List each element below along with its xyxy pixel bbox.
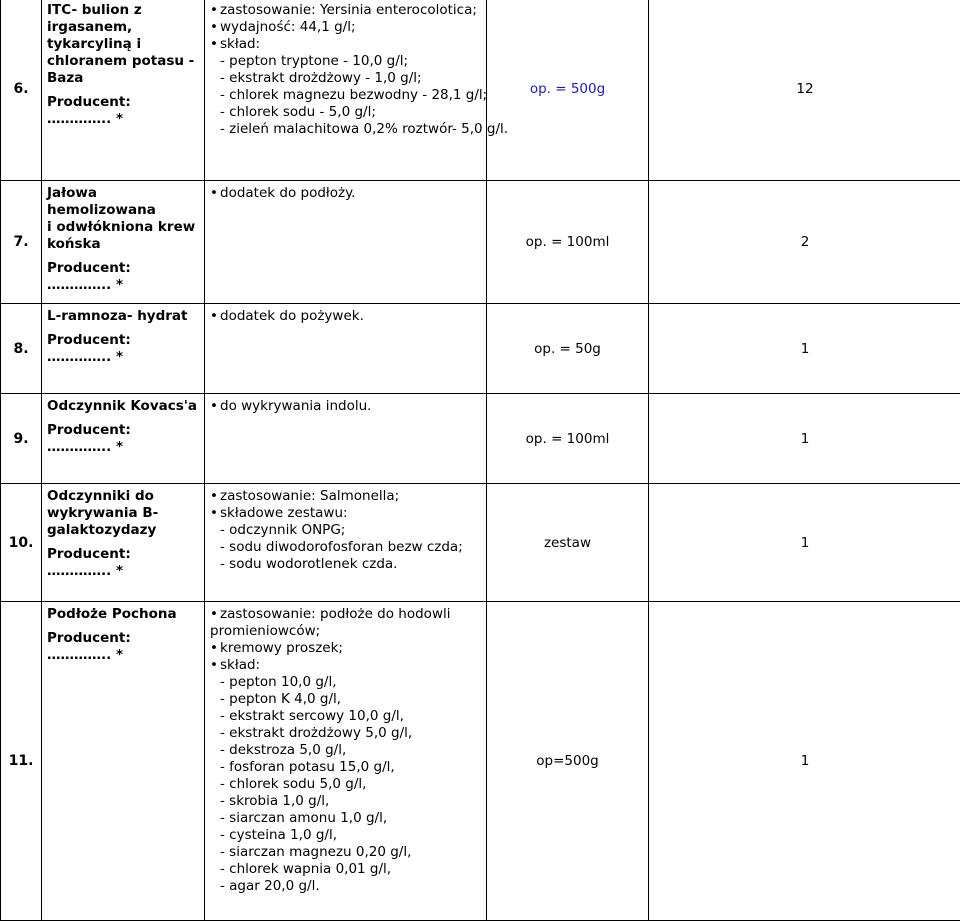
product-name-line: Jałowa hemolizowana xyxy=(47,185,201,219)
producer-label: Producent: xyxy=(47,94,201,111)
description-line: - dekstroza 5,0 g/l, xyxy=(210,742,482,759)
description-cell xyxy=(205,0,487,181)
row-number: 9. xyxy=(1,394,42,484)
description-line: - pepton tryptone - 10,0 g/l; xyxy=(210,53,482,70)
description-bullet: • składowe zestawu: xyxy=(210,505,482,522)
producer-placeholder: ………….. * xyxy=(47,277,201,294)
description-line: - chlorek wapnia 0,01 g/l, xyxy=(210,861,482,878)
description-line: - cysteina 1,0 g/l, xyxy=(210,827,482,844)
product-name-cell xyxy=(42,181,205,304)
package-size: op=500g xyxy=(487,602,649,921)
table-row xyxy=(1,484,960,602)
product-name-cell xyxy=(42,602,205,921)
quantity: 12 xyxy=(649,0,960,181)
description-line: - odczynnik ONPG; xyxy=(210,522,482,539)
producer-placeholder: ………….. * xyxy=(47,563,201,580)
product-name-line: chloranem potasu - xyxy=(47,53,201,70)
description-line: - pepton K 4,0 g/l, xyxy=(210,691,482,708)
producer-label: Producent: xyxy=(47,422,201,439)
product-name-line: i odwłókniona krew xyxy=(47,219,201,236)
description-line: - chlorek sodu 5,0 g/l, xyxy=(210,776,482,793)
description-line: - agar 20,0 g/l. xyxy=(210,878,482,895)
description-bullet: • skład: xyxy=(210,36,482,53)
product-name-line: galaktozydazy xyxy=(47,522,201,539)
table-row xyxy=(1,0,960,181)
producer-placeholder: ………….. * xyxy=(47,111,201,128)
row-number: 8. xyxy=(1,304,42,394)
description-bullet: • zastosowanie: Salmonella; xyxy=(210,488,482,505)
product-name-line: wykrywania B- xyxy=(47,505,201,522)
description-cell xyxy=(205,181,487,304)
product-name-line: ITC- bulion z xyxy=(47,2,201,19)
description-line: - sodu wodorotlenek czda. xyxy=(210,556,482,573)
row-number: 11. xyxy=(1,602,42,921)
product-name-cell xyxy=(42,484,205,602)
description-cell xyxy=(205,602,487,921)
description-cell xyxy=(205,394,487,484)
description-line: promieniowców; xyxy=(210,623,482,640)
row-number: 7. xyxy=(1,181,42,304)
description-bullet: • skład: xyxy=(210,657,482,674)
quantity: 2 xyxy=(649,181,960,304)
product-name-cell xyxy=(42,0,205,181)
product-name-line: Odczynnik Kovacs'a xyxy=(47,398,201,415)
product-name-cell xyxy=(42,304,205,394)
description-line: - siarczan magnezu 0,20 g/l, xyxy=(210,844,482,861)
producer-placeholder: ………….. * xyxy=(47,647,201,664)
producer-label: Producent: xyxy=(47,630,201,647)
description-line: - pepton 10,0 g/l, xyxy=(210,674,482,691)
description-bullet: • wydajność: 44,1 g/l; xyxy=(210,19,482,36)
product-name-line: Baza xyxy=(47,70,201,87)
package-size: op. = 100ml xyxy=(487,181,649,304)
producer-placeholder: ………….. * xyxy=(47,349,201,366)
description-cell xyxy=(205,304,487,394)
description-bullet: • kremowy proszek; xyxy=(210,640,482,657)
product-name-line: Odczynniki do xyxy=(47,488,201,505)
producer-label: Producent: xyxy=(47,546,201,563)
quantity: 1 xyxy=(649,484,960,602)
producer-label: Producent: xyxy=(47,332,201,349)
description-line: - fosforan potasu 15,0 g/l, xyxy=(210,759,482,776)
producer-placeholder: ………….. * xyxy=(47,439,201,456)
package-size: op. = 100ml xyxy=(487,394,649,484)
product-name-line: L-ramnoza- hydrat xyxy=(47,308,201,325)
row-number: 6. xyxy=(1,0,42,181)
description-bullet: • zastosowanie: Yersinia enterocolotica; xyxy=(210,2,482,19)
product-name-cell xyxy=(42,394,205,484)
table-row xyxy=(1,181,960,304)
description-line: - ekstrakt drożdżowy - 1,0 g/l; xyxy=(210,70,482,87)
description-line: - ekstrakt sercowy 10,0 g/l, xyxy=(210,708,482,725)
table-row xyxy=(1,394,960,484)
row-number: 10. xyxy=(1,484,42,602)
description-cell xyxy=(205,484,487,602)
package-size: zestaw xyxy=(487,484,649,602)
product-name-line: końska xyxy=(47,236,201,253)
product-name-line: irgasanem, tykarcyliną i xyxy=(47,19,201,53)
producer-label: Producent: xyxy=(47,260,201,277)
description-line: - chlorek sodu - 5,0 g/l; xyxy=(210,104,482,121)
description-line: - chlorek magnezu bezwodny - 28,1 g/l; xyxy=(210,87,482,104)
description-line: - siarczan amonu 1,0 g/l, xyxy=(210,810,482,827)
package-size: op. = 50g xyxy=(487,304,649,394)
table-row xyxy=(1,304,960,394)
description-line: - zieleń malachitowa 0,2% roztwór- 5,0 g/l. xyxy=(210,121,482,138)
description-line: - ekstrakt drożdżowy 5,0 g/l, xyxy=(210,725,482,742)
description-bullet: • dodatek do podłoży. xyxy=(210,185,482,202)
description-line: - skrobia 1,0 g/l, xyxy=(210,793,482,810)
quantity: 1 xyxy=(649,304,960,394)
description-line: - sodu diwodorofosforan bezw czda; xyxy=(210,539,482,556)
description-bullet: • dodatek do pożywek. xyxy=(210,308,482,325)
description-bullet: • zastosowanie: podłoże do hodowli xyxy=(210,606,482,623)
table-row xyxy=(1,602,960,921)
quantity: 1 xyxy=(649,602,960,921)
package-size: op. = 500g xyxy=(487,0,649,181)
description-bullet: • do wykrywania indolu. xyxy=(210,398,482,415)
quantity: 1 xyxy=(649,394,960,484)
product-name-line: Podłoże Pochona xyxy=(47,606,201,623)
